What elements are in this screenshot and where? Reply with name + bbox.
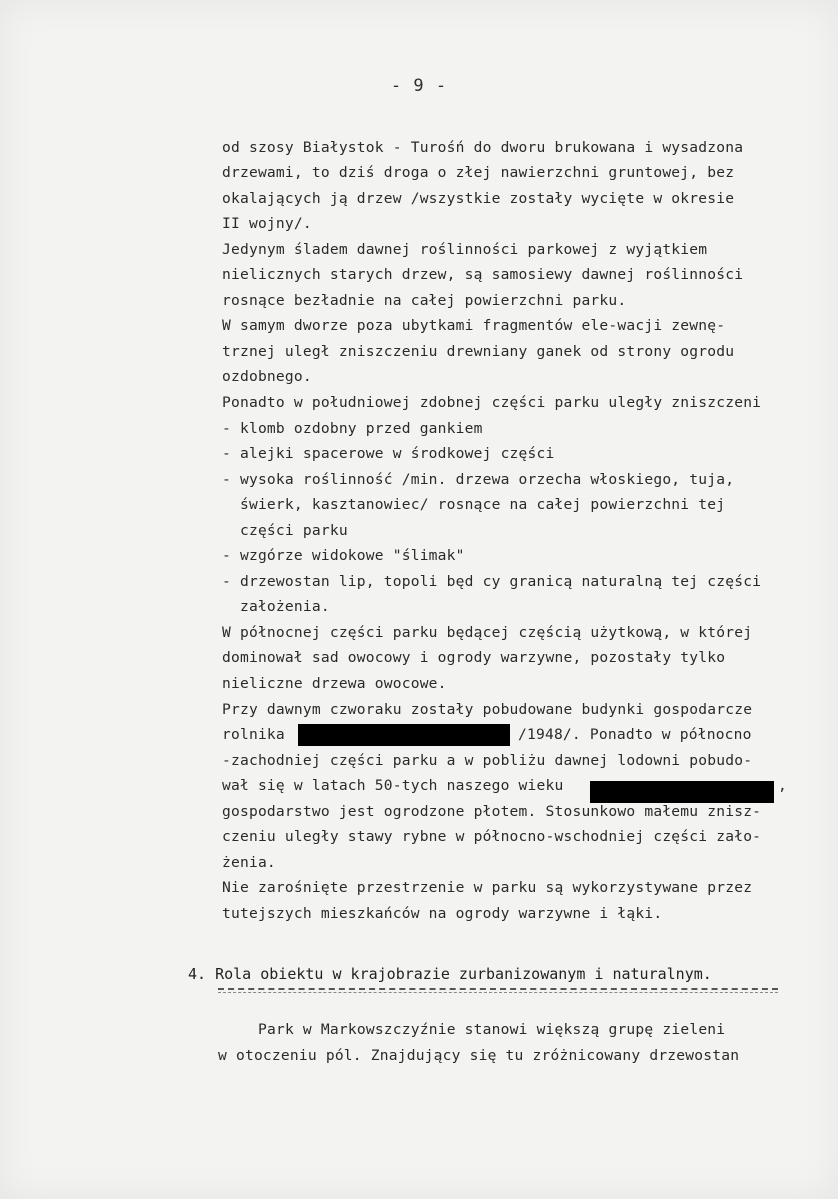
text-line: od szosy Białystok - Turośń do dworu brukowana i wysadzona (222, 139, 744, 156)
text-line: Nie zarośnięte przestrzenie w parku są wykorzystywane przez (222, 879, 753, 896)
text-line: trznej uległ zniszczeniu drewniany ganek od strony ogrodu (222, 343, 735, 360)
page-number: - 9 - (390, 76, 448, 96)
text-line: rolnika (222, 726, 285, 743)
list-item: - drzewostan lip, topoli będ cy granicą naturalną tej części (222, 573, 762, 590)
text-line: -zachodniej części parku a w pobliżu dawnej lodowni pobudo- (222, 752, 753, 769)
text-line: w otoczeniu pól. Znajdujący się tu zróżnicowany drzewostan (218, 1047, 740, 1064)
text-line: wał się w latach 50-tych naszego wieku (222, 777, 564, 794)
text-line: W samym dworze poza ubytkami fragmentów ele-wacji zewnę- (222, 317, 726, 334)
text-line: Ponadto w południowej zdobnej części parku uległy zniszczeni (222, 394, 762, 411)
list-item: - alejki spacerowe w środkowej części (222, 445, 555, 462)
list-item-continuation: założenia. (222, 598, 330, 615)
text-line: , (778, 777, 787, 794)
text-line: /1948/. Ponadto w północno (518, 726, 752, 743)
text-line: okalających ją drzew /wszystkie zostały wycięte w okresie (222, 190, 735, 207)
list-item-continuation: świerk, kasztanowiec/ rosnące na całej powierzchni tej (222, 496, 726, 513)
text-line: gospodarstwo jest ogrodzone płotem. Stosunkowo małemu znisz- (222, 803, 762, 820)
list-item: - klomb ozdobny przed gankiem (222, 420, 483, 437)
text-line: żenia. (222, 854, 276, 871)
list-item: - wzgórze widokowe "ślimak" (222, 547, 465, 564)
text-line: czeniu uległy stawy rybne w północno-wschodniej części zało- (222, 828, 762, 845)
text-line: ozdobnego. (222, 368, 312, 385)
text-line: tutejszych mieszkańców na ogrody warzywne i łąki. (222, 905, 663, 922)
text-line: Jedynym śladem dawnej roślinności parkowej z wyjątkiem (222, 241, 708, 258)
text-line: W północnej części parku będącej częścią użytkową, w której (222, 624, 753, 641)
text-line: nieliczne drzewa owocowe. (222, 675, 447, 692)
redaction-bar (590, 781, 774, 803)
text-line: rosnące bezładnie na całej powierzchni parku. (222, 292, 627, 309)
redaction-bar (298, 724, 510, 746)
text-line: dominował sad owocowy i ogrody warzywne, pozostały tylko (222, 649, 726, 666)
heading-underline (218, 988, 778, 990)
text-line: drzewami, to dziś droga o złej nawierzchni gruntowej, bez (222, 164, 735, 181)
list-item: - wysoka roślinność /min. drzewa orzecha włoskiego, tuja, (222, 471, 735, 488)
text-line: Przy dawnym czworaku zostały pobudowane budynki gospodarcze (222, 701, 753, 718)
section-heading: 4. Rola obiektu w krajobrazie zurbanizowanym i naturalnym. (188, 965, 712, 983)
text-line: nielicznych starych drzew, są samosiewy dawnej roślinności (222, 266, 744, 283)
list-item-continuation: części parku (222, 522, 348, 539)
text-line: Park w Markowszczyźnie stanowi większą grupę zieleni (258, 1021, 726, 1038)
text-line: II wojny/. (222, 215, 312, 232)
heading-underline-secondary (218, 992, 778, 993)
